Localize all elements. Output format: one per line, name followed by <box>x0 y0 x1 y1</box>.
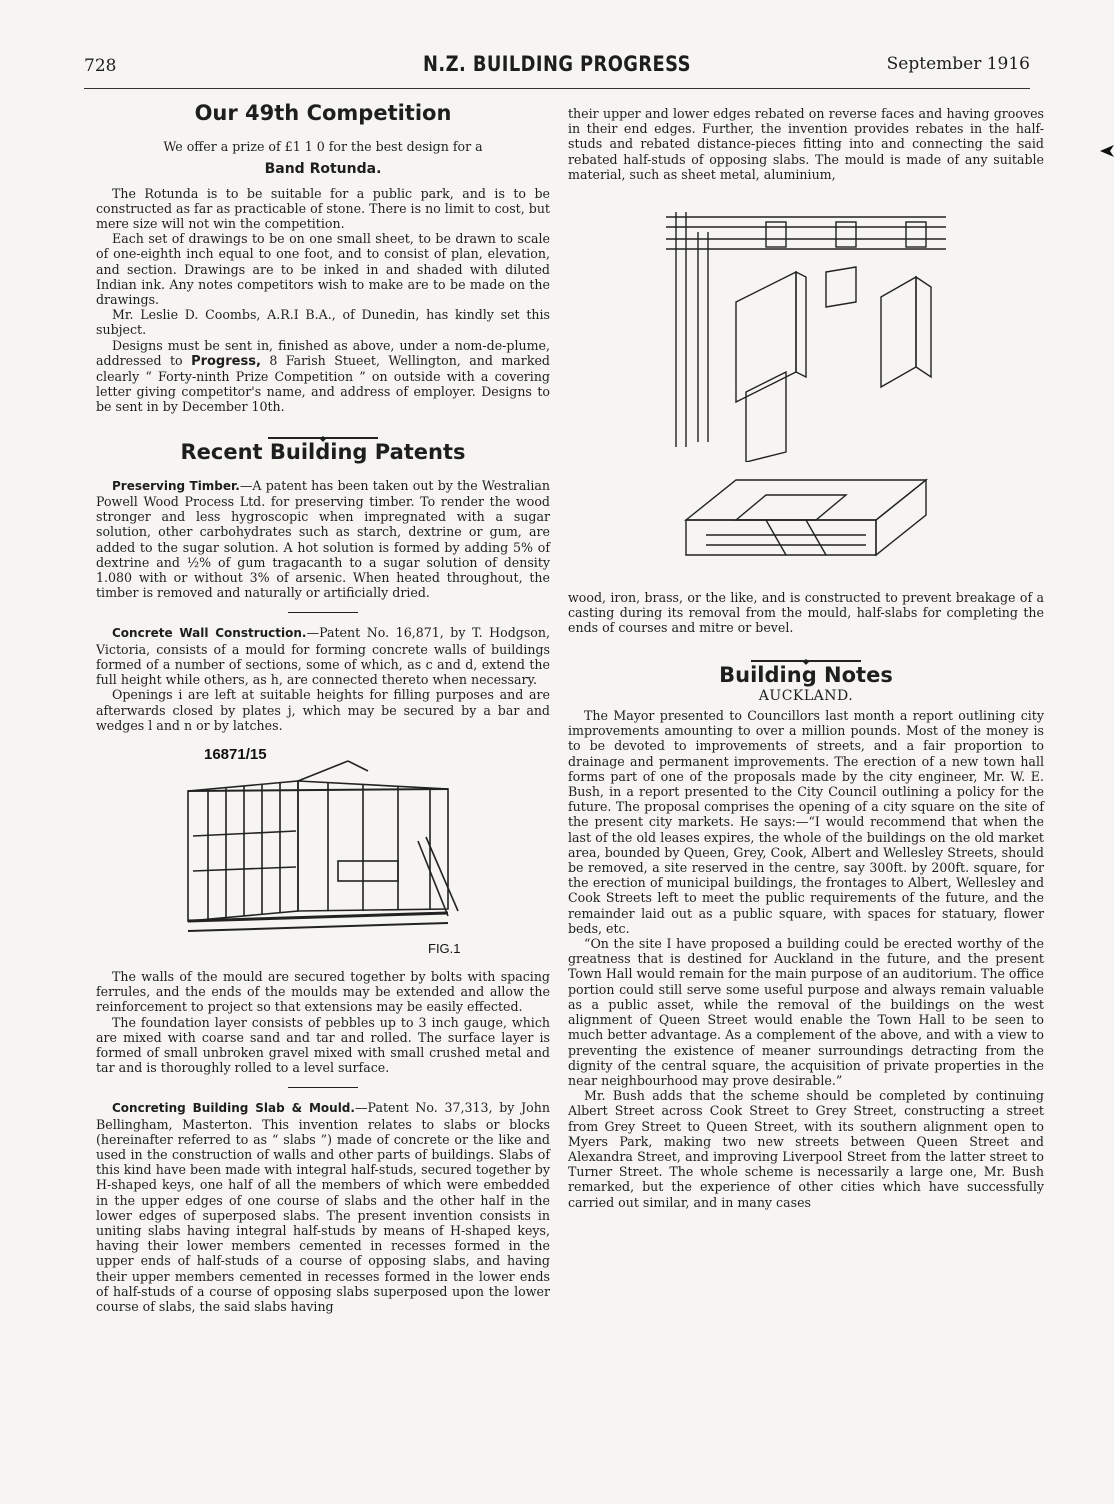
section-divider <box>568 650 1044 660</box>
competition-paragraph: Designs must be sent in, finished as above, under a nom-de-plume, addressed to Progress, 8 Farish Stueet, Wellington, and marked clearly “ Forty-ninth Prize Competition ” on outside with a covering letter giving competitor's name, and address of employer. Designs to be sent in by December 10th. <box>96 337 550 415</box>
patent-slab: Concreting Building Slab & Mould.—Patent No. 37,313, by John Bellingham, Masterton. This invention relates to slabs or blocks (hereinafter referred to as “ slabs ”) made of concrete or the like and used in the construction of walls and other parts of buildings. Slabs of this kind have been made with integral half-studs, secured together by H-shaped keys, one half of all the members of which were embedded in the upper edges of one course of slabs and the other half in the lower edges of superposed slabs. The present invention consists in uniting slabs having integral half-studs by means of H-shaped keys, having their lower members cemented in recesses formed in the upper ends of half-studs of a course of opposing slabs, and having their upper members cemented in recesses formed in the lower ends of half-studs of a course of opposing slabs superposed upon the lower course of slabs, the said slabs having <box>96 1100 550 1314</box>
patent-slab-end: wood, iron, brass, or the like, and is constructed to prevent breakage of a casting during its removal from the mould, half-slabs for completing the ends of courses and mitre or bevel. <box>568 590 1044 636</box>
slab-mould-figure-2 <box>676 470 936 580</box>
competition-subject: Band Rotunda. <box>264 161 382 178</box>
slab-mould-figure-1 <box>646 192 966 462</box>
section-divider <box>96 427 550 437</box>
page-number: 728 <box>84 56 117 76</box>
issue-date: September 1916 <box>886 54 1030 74</box>
competition-title: Our 49th Competition <box>194 101 452 125</box>
margin-arrow-icon <box>1098 143 1114 159</box>
patents-title: Recent Building Patents <box>180 439 466 464</box>
right-column <box>568 106 1044 1210</box>
competition-paragraph: Each set of drawings to be on one small sheet, to be drawn to scale of one-eighth inch equal to one foot, and to consist of plan, elevation, and section. Drawings are to be inked in and shaded with diluted Indian ink. Any notes competitors wish to make are to be made on the drawings. <box>96 231 550 308</box>
notes-paragraph: “On the site I have proposed a building could be erected worthy of the greatness that is destined for Auckland in the future, and the present Town Hall would remain for the main purpose of an auditorium. The office portion could still serve some useful purpose and always remain valuable as a public asset, while the removal of the buildings on the west alignment of Queen Street would enable the Town Hall to be seen to much better advantage. As a complement of the above, and with a view to preventing the existence of meaner surroundings detracting from the dignity of the central square, the acquisition of private properties in the near neighbourhood may prove desirable.” <box>568 936 1044 1088</box>
patent-timber: Preserving Timber.—A patent has been taken out by the Westralian Powell Wood Process Ltd. for preserving timber. To render the wood stronger and less hygroscopic when impregnated with a sugar solution, other carbohydrates such as starch, dextrine or gum, are added to the sugar solution. A hot solution is formed by adding 5% of dextrine and ½% of gum tragacanth to a sugar solution of density 1.080 with or without 3% of arsenic. When heated throughout, the timber is removed and naturally or artificially dried. <box>96 477 551 601</box>
publication-title: N.Z. BUILDING PROGRESS <box>423 52 691 76</box>
patent-wall-paragraph: The walls of the mould are secured together by bolts with spacing ferrules, and the ends of the moulds may be extended and allow the reinforcement to project so that extensions may be easily effected. <box>96 968 550 1015</box>
notes-paragraph: Mr. Bush adds that the scheme should be completed by continuing Albert Street across Cook Street to Grey Street, constructing a street from Grey Street to Queen Street, with its southern alignment open to Myers Park, making two new streets between Queen Street and Alexandra Street, and improving Liverpool Street from the latter street to Turner Street. The whole scheme is necessarily a large one, Mr. Bush remarked, but the experience of other cities which have successfully carried out similar, and in many cases <box>568 1088 1044 1210</box>
page-header <box>84 52 1030 89</box>
left-column <box>96 100 550 1314</box>
patent-wall-paragraph: The foundation layer consists of pebbles up to 3 inch gauge, which are mixed with coarse sand and tar and rolled. The surface layer is formed of small unbroken gravel mixed with small crushed metal and tar and is thoroughly rolled to a level surface. <box>96 1014 550 1076</box>
divider-rule <box>288 612 358 613</box>
patent-wall-paragraph: Openings i are left at suitable heights for filling purposes and are afterwards closed by plates j, which may be secured by a bar and wedges l and n or by latches. <box>96 687 550 733</box>
divider-rule <box>288 1087 358 1088</box>
figure-caption: FIG.1 <box>428 940 461 956</box>
competition-paragraph: The Rotunda is to be suitable for a public park, and is to be constructed as far as practicable of stone. There is no limit to cost, but mere size will not win the competition. <box>96 185 550 232</box>
city-heading: AUCKLAND. <box>758 687 854 704</box>
concrete-mould-figure <box>148 741 498 961</box>
competition-paragraph: Mr. Leslie D. Coombs, A.R.I B.A., of Dunedin, has kindly set this subject. <box>96 307 550 338</box>
patent-slab-continued: their upper and lower edges rebated on reverse faces and having grooves in their end edges. Further, the invention provides rebates in the half-studs and rebated distance-pieces fitting into and connecting the said rebated half-studs of opposing slabs. The mould is made of any suitable material, such as sheet metal, aluminium, <box>568 106 1044 182</box>
patent-wall: Concrete Wall Construction.—Patent No. 16,871, by T. Hodgson, Victoria, consists of a mould for forming concrete walls of buildings formed of a number of sections, some of which, as c and d, extend the full height while others, as h, are connected thereto when necessary. <box>96 625 550 688</box>
figure-number-label: 16871/15 <box>204 745 267 763</box>
competition-offer: We offer a prize of £1 1 0 for the best design for a <box>163 139 483 155</box>
building-notes-title: Building Notes <box>719 662 893 687</box>
notes-paragraph: The Mayor presented to Councillors last month a report outlining city improvements amounting to over a million pounds. Most of the money is to be devoted to improvements of streets, and a fair proportion to drainage and permanent improvements. The erection of a new town hall forms part of one of the proposals made by the city engineer, Mr. W. E. Bush, in a report presented to the City Council outlining a policy for the future. The proposal comprises the opening of a city square on the site of the present city markets. He says:—“I would recommend that when the last of the old leases expires, the whole of the buildings on the old market area, bounded by Queen, Grey, Cook, Albert and Wellesley Streets, should be removed, a site reserved in the centre, say 300ft. by 200ft. square, for the erection of municipal buildings, the frontages to Albert, Wellesley and Cook Streets left to meet the public requirements of the future, and the remainder laid out as a public square, with spaces for statuary, flower beds, etc. <box>568 708 1044 936</box>
